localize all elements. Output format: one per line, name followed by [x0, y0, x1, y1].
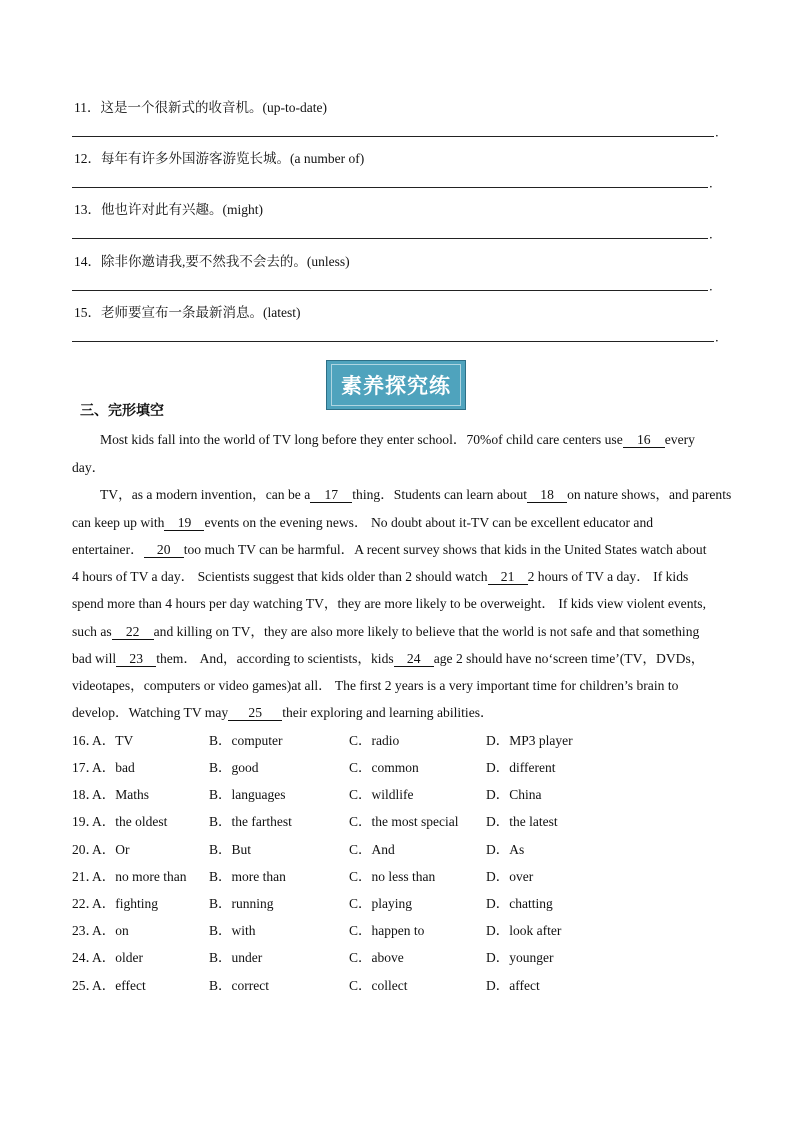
passage-text: spend more than 4 hours per day watching TV，they are more likely to be overweight． If kids view violent events, [72, 596, 706, 611]
passage-text: too much TV can be harmful．A recent survey shows that kids in the United States watch about [183, 542, 707, 557]
option-a[interactable]: A．Or [92, 842, 130, 857]
option-b[interactable]: B．running [209, 896, 274, 911]
passage-text: every [664, 432, 695, 447]
option-question-number: 16． [72, 733, 99, 748]
passage-text: age 2 should have no‘screen time’(TV，DVDs， [433, 651, 705, 666]
blank-18[interactable]: 18 [527, 488, 567, 503]
option-a[interactable]: A．effect [92, 978, 146, 993]
passage-text: can keep up with [72, 515, 165, 530]
passage-text: them． And，according to scientists，kids [156, 651, 394, 666]
blank-25[interactable]: 25 [228, 706, 282, 721]
option-a[interactable]: A．no more than [92, 869, 187, 884]
option-d[interactable]: D．As [486, 842, 525, 857]
answer-line-end: ． [709, 227, 722, 241]
blank-19[interactable]: 19 [164, 516, 204, 531]
passage-line [72, 538, 724, 558]
passage-text: 4 hours of TV a day． Scientists suggest that kids older than 2 should watch [72, 569, 488, 584]
passage-text: day． [72, 460, 106, 475]
option-c[interactable]: C．And [349, 842, 395, 857]
question-text: 他也许对此有兴趣。(might) [101, 202, 263, 217]
option-row [72, 974, 732, 992]
blank-22[interactable]: 22 [112, 625, 154, 640]
option-question-number: 17． [72, 760, 99, 775]
option-d[interactable]: D．China [486, 787, 542, 802]
question-number: 15． [74, 305, 101, 320]
question-14 [74, 250, 350, 270]
question-number: 11． [74, 100, 101, 115]
option-question-number: 22． [72, 896, 99, 911]
question-15 [74, 301, 300, 321]
option-c[interactable]: C．above [349, 950, 404, 965]
option-row [72, 756, 732, 774]
answer-line-end: ． [709, 176, 722, 190]
passage-line [72, 511, 724, 531]
answer-line-end: ． [715, 125, 728, 139]
passage-text: bad will [72, 651, 117, 666]
blank-24[interactable]: 24 [394, 652, 434, 667]
answer-line-14[interactable] [72, 290, 708, 291]
option-b[interactable]: B．under [209, 950, 263, 965]
passage-text: on nature shows，and parents [567, 487, 732, 502]
banner-text: 素养探究练 [331, 364, 461, 406]
answer-line-12[interactable] [72, 187, 708, 188]
question-number: 12． [74, 151, 101, 166]
option-row [72, 729, 732, 747]
option-a[interactable]: A．the oldest [92, 814, 168, 829]
option-d[interactable]: D．affect [486, 978, 540, 993]
option-c[interactable]: C．the most special [349, 814, 459, 829]
option-d[interactable]: D．MP3 player [486, 733, 573, 748]
passage-text: and killing on TV，they are also more likely to believe that the world is not safe and that something [153, 624, 700, 639]
option-question-number: 20． [72, 842, 99, 857]
option-b[interactable]: B．computer [209, 733, 283, 748]
option-question-number: 19． [72, 814, 99, 829]
passage-line [72, 674, 724, 694]
option-c[interactable]: C．collect [349, 978, 408, 993]
option-c[interactable]: C．happen to [349, 923, 425, 938]
passage-line [72, 592, 724, 612]
option-a[interactable]: A．fighting [92, 896, 158, 911]
passage-line [72, 647, 724, 667]
option-a[interactable]: A．bad [92, 760, 135, 775]
question-text: 老师要宣布一条最新消息。(latest) [101, 305, 301, 320]
option-d[interactable]: D．different [486, 760, 556, 775]
blank-23[interactable]: 23 [116, 652, 156, 667]
option-b[interactable]: B．But [209, 842, 252, 857]
option-b[interactable]: B．good [209, 760, 259, 775]
option-c[interactable]: C．common [349, 760, 419, 775]
question-13 [74, 198, 263, 218]
passage-line [72, 620, 724, 640]
passage-text: events on the evening news． No doubt about it-TV can be excellent educator and [204, 515, 654, 530]
option-d[interactable]: D．look after [486, 923, 562, 938]
option-row [72, 919, 732, 937]
option-a[interactable]: A．TV [92, 733, 134, 748]
passage-text: Most kids fall into the world of TV long before they enter school．70%of child care centers use [100, 432, 623, 447]
option-b[interactable]: B．with [209, 923, 256, 938]
option-c[interactable]: C．playing [349, 896, 412, 911]
option-question-number: 21． [72, 869, 99, 884]
answer-line-end: ． [709, 279, 722, 293]
blank-16[interactable]: 16 [623, 433, 665, 448]
option-b[interactable]: B．languages [209, 787, 286, 802]
option-a[interactable]: A．Maths [92, 787, 149, 802]
section-title: 三、完形填空 [80, 403, 164, 419]
question-11 [74, 96, 327, 116]
passage-line [100, 483, 752, 503]
option-b[interactable]: B．correct [209, 978, 269, 993]
answer-line-11[interactable] [72, 136, 714, 137]
blank-20[interactable]: 20 [144, 543, 184, 558]
option-b[interactable]: B．the farthest [209, 814, 292, 829]
passage-line [72, 565, 724, 585]
option-d[interactable]: D．over [486, 869, 534, 884]
passage-text: videotapes，computers or video games)at all． The first 2 years is a very important time for children’s brain to [72, 678, 679, 693]
option-b[interactable]: B．more than [209, 869, 286, 884]
option-a[interactable]: A．on [92, 923, 129, 938]
passage-text: TV，as a modern invention，can be a [100, 487, 311, 502]
passage-text: entertainer． [72, 542, 144, 557]
question-12 [74, 147, 364, 167]
blank-21[interactable]: 21 [488, 570, 528, 585]
option-row [72, 783, 732, 801]
option-row [72, 946, 732, 964]
option-question-number: 18． [72, 787, 99, 802]
option-c[interactable]: C．wildlife [349, 787, 414, 802]
option-row [72, 865, 732, 883]
question-number: 13． [74, 202, 101, 217]
passage-line [100, 428, 752, 448]
option-row [72, 810, 732, 828]
option-row [72, 892, 732, 910]
question-text: 除非你邀请我,要不然我不会去的。(unless) [101, 254, 350, 269]
passage-text: 2 hours of TV a day． If kids [527, 569, 689, 584]
passage-text: such as [72, 624, 112, 639]
option-d[interactable]: D．younger [486, 950, 554, 965]
passage-text: develop．Watching TV may [72, 705, 229, 720]
answer-line-end: ． [715, 330, 728, 344]
option-c[interactable]: C．radio [349, 733, 400, 748]
passage-text: thing．Students can learn about [352, 487, 528, 502]
section-banner [326, 360, 466, 410]
passage-text: their exploring and learning abilities． [282, 705, 494, 720]
answer-line-13[interactable] [72, 238, 708, 239]
option-question-number: 25． [72, 978, 99, 993]
option-row [72, 838, 732, 856]
option-c[interactable]: C．no less than [349, 869, 436, 884]
option-d[interactable]: D．the latest [486, 814, 558, 829]
passage-line [72, 701, 724, 721]
question-text: 这是一个很新式的收音机。(up-to-date) [100, 100, 327, 115]
question-text: 每年有许多外国游客游览长城。(a number of) [101, 151, 365, 166]
answer-line-15[interactable] [72, 341, 714, 342]
option-question-number: 24． [72, 950, 99, 965]
option-d[interactable]: D．chatting [486, 896, 553, 911]
question-number: 14． [74, 254, 101, 269]
blank-17[interactable]: 17 [310, 488, 352, 503]
option-question-number: 23． [72, 923, 99, 938]
option-a[interactable]: A．older [92, 950, 143, 965]
passage-line [72, 456, 724, 476]
